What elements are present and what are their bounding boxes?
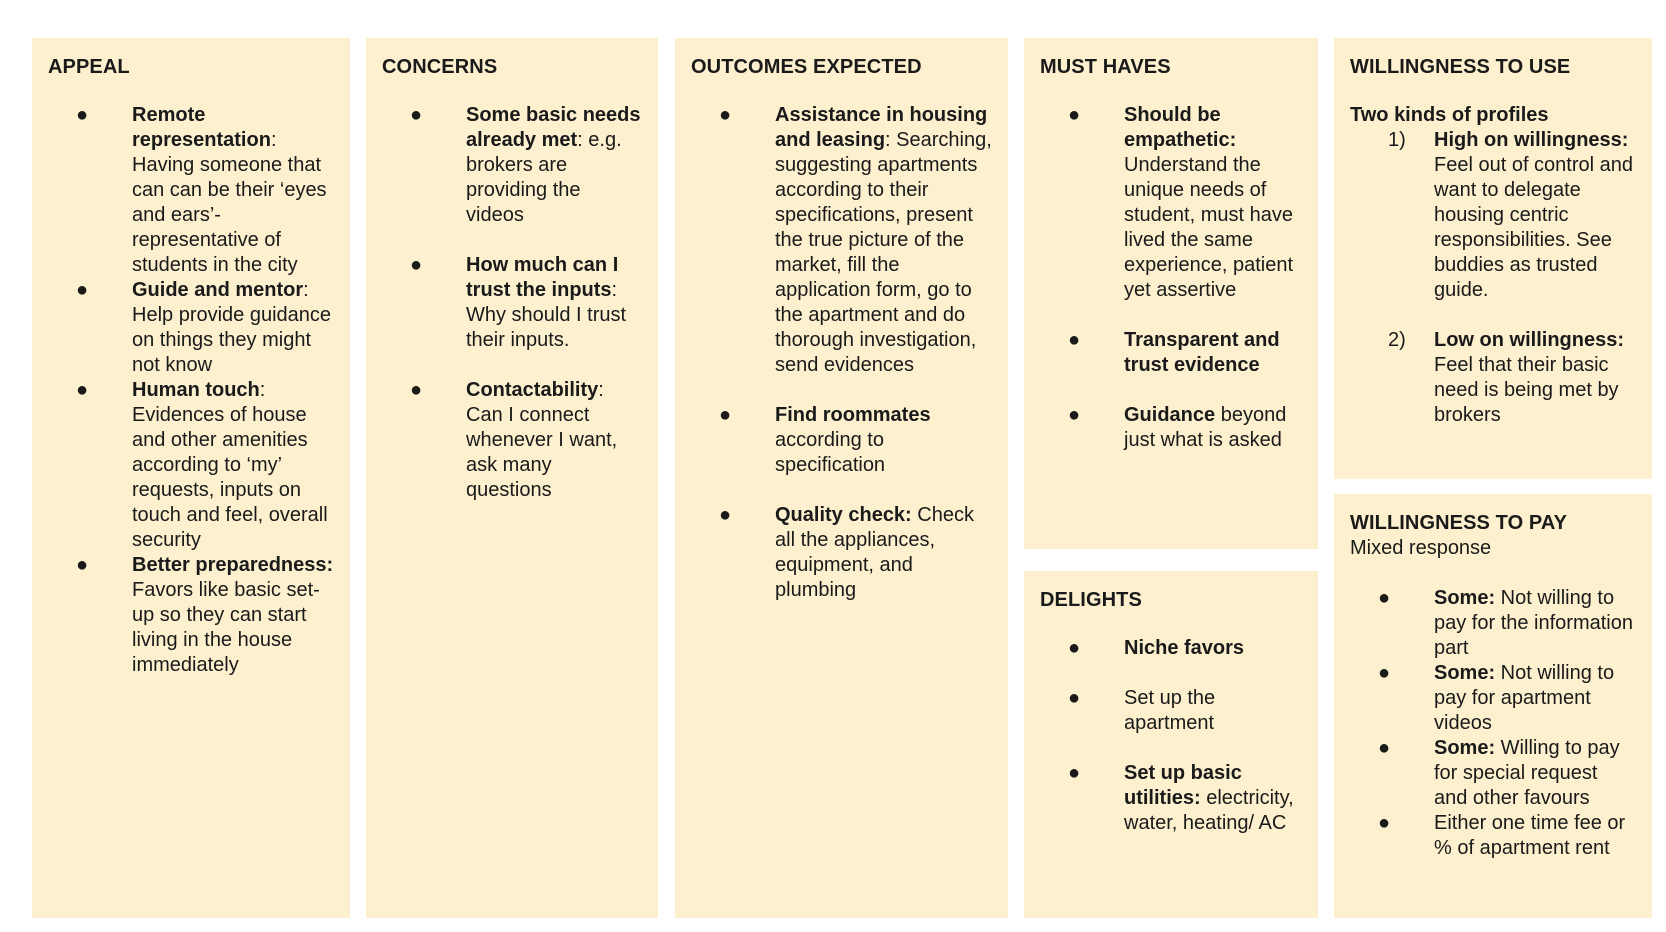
willingness-pay-list [1350,586,1636,861]
list-item: ● Better preparedness: Favors like basic set-up so they can start living in the house immediately [76,554,334,676]
list-item: ● Some: Willing to pay for special request and other favours [1378,737,1620,809]
bullet-icon: ● [719,504,732,526]
list-item: ● Set up the apartment [1068,687,1216,734]
list-item: ● How much can I trust the inputs: Why should I trust their inputs. [410,254,627,351]
list-item: ● Should be empathetic: Understand the unique needs of student, must have lived the same experience, patient yet assertive [1068,104,1294,301]
list-item: ● Niche favors [1068,637,1245,659]
bullet-icon: ● [1378,812,1391,834]
card-title: MUST HAVES [1040,56,1171,78]
list-item: ● Guidance beyond just what is asked [1068,404,1287,451]
card-title: APPEAL [48,56,130,78]
list-item: ● Assistance in housing and leasing: Searching, suggesting apartments according to their specifications, present the true picture of the market, fill the application form, go to the apartment and do thorough investigation, send evidences [719,104,992,376]
list-item: ● Guide and mentor: Help provide guidance on things they might not know [76,279,332,376]
list-item: ● Some: Not willing to pay for apartment videos [1378,662,1615,734]
bullet-icon: ● [76,279,89,301]
bullet-icon: ● [1068,687,1081,709]
card-willingness-to-use [1334,38,1652,479]
card-title: WILLINGNESS TO PAY [1350,512,1568,534]
card-title: CONCERNS [382,56,498,78]
appeal-list [48,103,334,678]
card-subtitle: Mixed response [1350,537,1492,559]
list-item: ● Set up basic utilities: electricity, water, heating/ AC [1068,762,1294,834]
list-item: ● Some: Not willing to pay for the information part [1378,587,1633,659]
list-item: ● Some basic needs already met: e.g. brokers are providing the videos [410,104,641,226]
bullet-icon: ● [76,379,89,401]
list-item: ● Find roommates according to specification [719,404,931,476]
bullet-icon: ● [719,104,732,126]
willingness-use-list [1350,128,1636,428]
bullet-icon: ● [1068,104,1081,126]
bullet-icon: ● [1068,762,1081,784]
bullet-icon: ● [1378,737,1391,759]
concerns-list [382,103,642,503]
must-haves-list [1040,103,1302,453]
bullet-icon: ● [1068,404,1081,426]
list-item: ● Transparent and trust evidence [1068,329,1280,376]
card-concerns [366,38,658,918]
list-item: 1) High on willingness: Feel out of control and want to delegate housing centric responsibilities. See buddies as trusted guide. [1388,129,1634,301]
bullet-icon: ● [719,404,732,426]
card-delights [1024,571,1318,918]
bullet-icon: ● [410,379,423,401]
list-item: 2) Low on willingness: Feel that their basic need is being met by brokers [1388,329,1624,426]
bullet-icon: ● [1068,637,1081,659]
card-appeal [32,38,350,918]
list-number: 1) [1388,129,1406,151]
bullet-icon: ● [76,554,89,576]
bullet-icon: ● [1068,329,1081,351]
card-outcomes-expected [675,38,1008,918]
list-item: ● Contactability: Can I connect whenever I want, ask many questions [410,379,618,501]
bullet-icon: ● [410,104,423,126]
list-item: ● Remote representation: Having someone that can can be their ‘eyes and ears’- representative of students in the city [76,104,327,276]
bullet-icon: ● [76,104,89,126]
card-title: DELIGHTS [1040,589,1142,611]
list-number: 2) [1388,329,1406,351]
bullet-icon: ● [410,254,423,276]
card-must-haves [1024,38,1318,549]
delights-list [1040,636,1302,836]
outcomes-list [691,103,992,603]
list-item: ● Human touch: Evidences of house and other amenities according to ‘my’ requests, inputs on touch and feel, overall security [76,379,328,551]
card-title: WILLINGNESS TO USE [1350,56,1571,78]
list-item: ● Quality check: Check all the appliances, equipment, and plumbing [719,504,974,601]
bullet-icon: ● [1378,662,1391,684]
card-willingness-to-pay [1334,494,1652,918]
list-item: ● Either one time fee or % of apartment rent [1378,812,1626,859]
card-title: OUTCOMES EXPECTED [691,56,922,78]
bullet-icon: ● [1378,587,1391,609]
card-subtitle: Two kinds of profiles [1350,104,1549,126]
